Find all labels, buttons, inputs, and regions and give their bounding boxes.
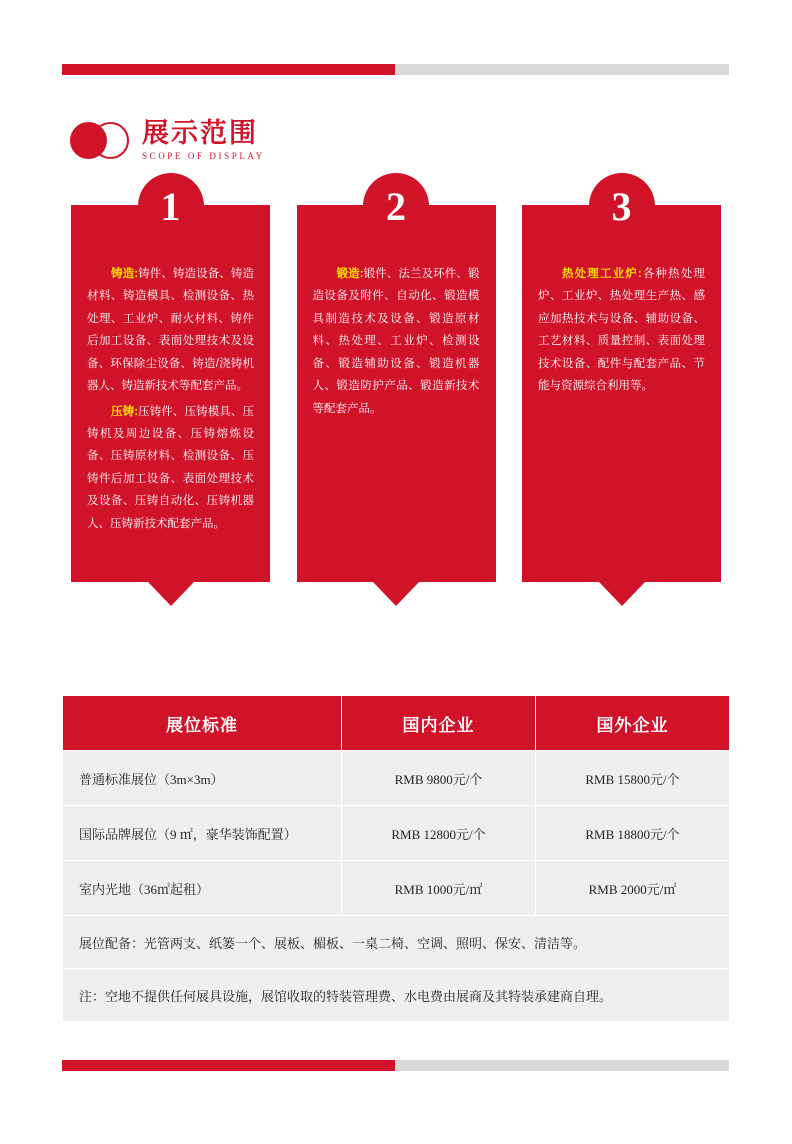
page-title: 展示范围	[142, 118, 258, 148]
table-cell-domestic: RMB 9800元/个	[342, 751, 536, 806]
scope-panel-2	[297, 183, 496, 582]
table-header-cell: 国外企业	[536, 696, 730, 751]
page-subtitle: SCOPE OF DISPLAY	[142, 151, 265, 161]
table-row	[63, 861, 730, 916]
panel-text: 压铸件、压铸模具、压铸机及周边设备、压铸熔炼设备、压铸原材料、检测设备、压铸件后加工设备、表面处理技术及设备、压铸自动化、压铸机器人、压铸新技术配套产品。	[87, 405, 254, 530]
scope-panels	[71, 183, 721, 582]
price-table	[62, 695, 730, 1022]
panel-body	[522, 205, 721, 582]
table-cell-domestic: RMB 12800元/个	[342, 806, 536, 861]
table-cell-overseas: RMB 2000元/㎡	[536, 861, 730, 916]
panel-notch	[148, 582, 194, 606]
table-cell-domestic: RMB 1000元/㎡	[342, 861, 536, 916]
panel-text: 各种热处理炉、工业炉、热处理生产热、感应加热技术与设备、辅助设备、工艺材料、质量控制、表面处理技术设备、配件与配套产品、节能与资源综合利用等。	[538, 268, 705, 393]
panel-body	[71, 205, 270, 582]
panel-number-badge: 1	[138, 173, 204, 239]
panel-keyword: 铸造:	[111, 268, 139, 280]
panel-notch	[599, 582, 645, 606]
bar-red-segment	[62, 1060, 395, 1071]
panel-body	[297, 205, 496, 582]
panel-paragraph	[538, 263, 705, 398]
table-cell-standard: 国际品牌展位（9 ㎡，豪华装饰配置）	[63, 806, 342, 861]
scope-panel-1	[71, 183, 270, 582]
panel-paragraph	[87, 401, 254, 536]
table-note-row	[63, 916, 730, 969]
table-row	[63, 806, 730, 861]
table-header-row	[63, 696, 730, 751]
section-heading	[70, 118, 265, 161]
table-cell-overseas: RMB 18800元/个	[536, 806, 730, 861]
panel-paragraph	[313, 263, 480, 420]
top-decorative-bar	[62, 64, 729, 75]
panel-number-badge: 3	[589, 173, 655, 239]
panel-number-badge: 2	[363, 173, 429, 239]
table-cell-standard: 室内光地（36㎡起租）	[63, 861, 342, 916]
panel-notch	[373, 582, 419, 606]
panel-text: 锻件、法兰及环件、锻造设备及附件、自动化、锻造模具制造技术及设备、锻造原材料、热处理、工业炉、检测设备、锻造辅助设备、锻造机器人、锻造防护产品、锻造新技术等配套产品。	[312, 268, 480, 415]
panel-keyword: 压铸:	[111, 405, 139, 418]
scope-panel-3	[522, 183, 721, 582]
table-cell-overseas: RMB 15800元/个	[536, 751, 730, 806]
panel-keyword: 锻造:	[336, 268, 364, 280]
table-note-disclaimer: 注：空地不提供任何展具设施，展馆收取的特装管理费、水电费由展商及其特装承建商自理。	[63, 969, 730, 1022]
table-note-equipment: 展位配备：光管两支、纸篓一个、展板、楣板、一桌二椅、空调、照明、保安、清洁等。	[63, 916, 730, 969]
panel-keyword: 热处理工业炉:	[562, 268, 642, 280]
bar-grey-segment	[395, 64, 729, 75]
table-header-cell: 展位标准	[63, 696, 342, 751]
double-circle-icon	[70, 120, 132, 160]
table-header-cell: 国内企业	[342, 696, 536, 751]
panel-text: 铸件、铸造设备、铸造材料、铸造模具、检测设备、热处理、工业炉、耐火材料、铸件后加工设备、表面处理技术及设备、环保除尘设备、铸造/浇铸机器人、铸造新技术等配套产品。	[87, 268, 254, 393]
bottom-decorative-bar	[62, 1060, 729, 1071]
table-row	[63, 751, 730, 806]
price-table-wrapper	[62, 695, 729, 1022]
table-note-row	[63, 969, 730, 1022]
bar-grey-segment	[395, 1060, 729, 1071]
table-cell-standard: 普通标准展位（3m×3m）	[63, 751, 342, 806]
bar-red-segment	[62, 64, 395, 75]
panel-paragraph	[87, 263, 254, 398]
outline-circle-icon	[92, 122, 129, 159]
